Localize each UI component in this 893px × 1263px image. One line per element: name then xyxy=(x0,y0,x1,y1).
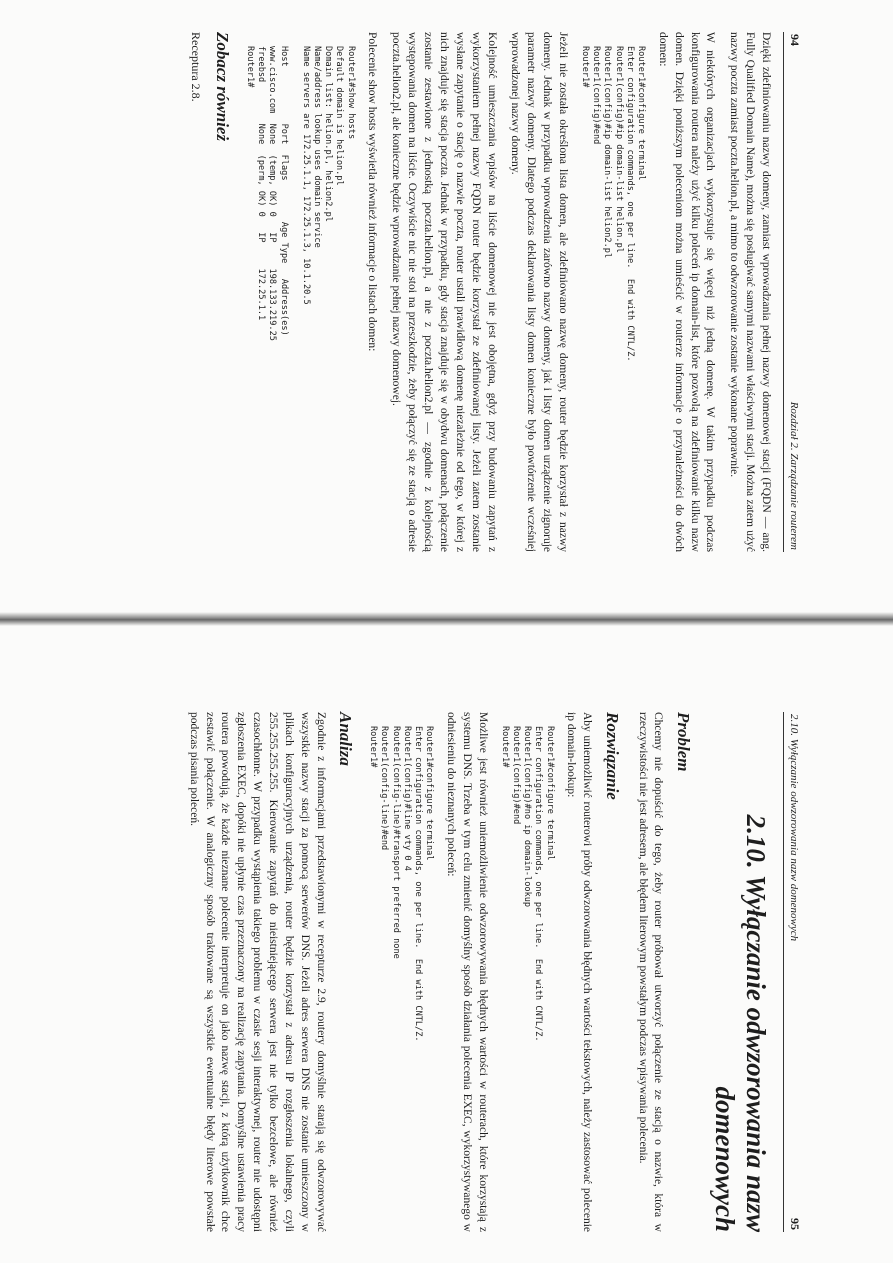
code-block: Router1#configure terminal Enter configuration commands, one per line. End with CNTL/Z. Router1(config)#line vty 0 4 Router1(config-line)#transport preferred none Router1(config-line)#end Router1# xyxy=(368,726,435,1042)
page-95 xyxy=(78,692,808,1252)
code-block: Router1#configure terminal Enter configuration commands, one per line. End with CNTL/Z. Router1(config)#ip domain-list helion.pl Router1(config)#ip domain-list helion2.pl Router1(config)#end Router1# xyxy=(580,46,646,362)
see-also-text: Receptura 2.8. xyxy=(189,32,204,102)
page-number: 94 xyxy=(788,34,802,46)
paragraph: Jeżeli nie została określona lista domen, ale zdefiniowano nazwę domeny, router będzie korzystał z nazwy domeny. Jednak w przypadku wprowadzenia zarówno nazwy domeny, jak i listy domen urządzenie zignoruje parametr nazwy domeny. Dlatego podczas deklarowania listy domen konieczne było powtórzenie wcześniej wprowadzonej nazwy domeny. xyxy=(509,32,569,552)
section-heading: Zobacz również xyxy=(212,32,232,142)
paragraph: Polecenie show hosts wyświetla również informacje o listach domen: xyxy=(366,32,379,352)
chapter-title: 2.10. Wyłączanie odwzorowania nazw domenowych xyxy=(709,814,771,1232)
paragraph: W niektórych organizacjach wykorzystuje się więcej niż jedną domenę. W takim przypadku podczas konfigurowania routera należy użyć kilku poleceń ip domain-list, które pozwolą na zdefiniowanie kilku nazw domen. Dzięki poniższym poleceniom można umieścić w routerze informacje o przynależności do dwóch domen: xyxy=(656,32,717,552)
paragraph: Chcemy nie dopuścić do tego, żeby router próbował utworzyć połączenie ze stacją o nazwie, która w rzeczywistości nie jest adresem, ale błędem literowym powstałym podczas wpisywania polecenia. xyxy=(636,712,665,1232)
page-body xyxy=(188,32,773,552)
running-header-title: Rozdział 2. Zarządzanie routerem xyxy=(788,401,800,550)
section-heading: Analiza xyxy=(336,712,356,766)
page-binding-shadow xyxy=(0,612,893,626)
code-block: Router1#configure terminal Enter configuration commands, one per line. End with CNTL/Z. Router1(config)#no ip domain-lookup Router1(config)#end Router1# xyxy=(499,726,555,1042)
paragraph: Kolejność umieszczania wpisów na liście domenowej nie jest obojętna, gdyż przy budowaniu zapytań z wykorzystaniem pełnej nazwy FQDN router będzie korzystał ze zdefiniowanej listy. Jeżeli zatem zostanie wysłane zapytanie o stację o nazwie poczta, router ustali prawidłową domenę niezależnie od tego, w której z nich znajduje się stacja poczta. Jednak w przypadku, gdy stacja znajduje się w obydwu domenach, połączenie zostanie zestawione z jednostką poczta.helion.pl, a nie z poczta.helion2.pl — zgodnie z kolejnością występowania domen na liście. Oczywiście nic nie stoi na przeszkodzie, żeby połączyć się ze stacją o adresie poczta.helion2.pl, ale konieczne będzie wprowadzanie pełnej nazwy domenowej. xyxy=(390,32,498,552)
paragraph: Aby uniemożliwić routerowi próby odwzorowania błędnych wartości tekstowych, należy zastosować polecenie ip domain-lookup: xyxy=(565,712,594,1232)
running-header xyxy=(783,712,802,1232)
page-94 xyxy=(78,12,808,572)
page-body xyxy=(185,712,771,1232)
section-heading: Rozwiązanie xyxy=(602,712,622,800)
code-block: Router1#show hosts Default domain is helion.pl Domain list: helion.pl, helion2.pl Name/address lookup uses domain service Name servers are 172.25.1.1, 172.25.1.3, 10.1.20.5 Host Port Flags Age Type Address(es) www.cisco.com None (temp, OK) 0 IP 198.133.219.25 freebsd None (perm, OK) 0 IP 172.25.1.1 Router1# xyxy=(245,46,356,341)
running-header-title: 2.10. Wyłączanie odwzorowania nazw domenowych xyxy=(788,714,800,942)
page-number: 95 xyxy=(788,1218,802,1230)
running-header xyxy=(783,32,802,552)
paragraph: Zgodnie z informacjami przedstawionymi w recepturze 2.9, routery domyślnie starają się odwzorowywać wszystkie nazwy stacji za pomocą serwerów DNS. Jeżeli adres serwera DNS nie zostanie umieszczony w plikach konfiguracyjnych urządzenia, router będzie korzystał z adresu IP rozgłoszenia lokalnego, czyli 255.255.255.255. Kierowanie zapytań do nieistniejącego serwera jest nie tylko bezcelowe, ale również czasochłonne. W przypadku wystąpienia takiego problemu w czasie sesji interaktywnej, router nie udostępni zgłoszenia EXEC, dopóki nie upłynie czas przeznaczony na realizację zapytania. Domyślne ustawienia pracy routera powodują, że każde nieznane polecenie interpretuje on jako nazwę stacji, z którą użytkownik chce zestawić połączenie. W analogiczny sposób traktowane są wszystkie ewentualne błędy literowe powstałe podczas pisania poleceń. xyxy=(187,712,327,1232)
paragraph: Dzięki zdefiniowaniu nazwy domeny, zamiast wprowadzania pełnej nazwy domenowej stacji (FQDN — ang. Fully Qualified Domain Name), można się posługiwać samymi nazwami właściwymi stacji. Można zatem użyć nazwy poczta zamiast poczta.helion.pl, a mimo to odwzorowanie zostanie wykonane poprawnie. xyxy=(728,32,772,552)
section-heading: Problem xyxy=(673,712,693,772)
paragraph: Możliwe jest również uniemożliwienie odwzorowywania błędnych wartości w routerach, które korzystają z systemu DNS. Trzeba w tym celu zmienić domyślny sposób działania polecenia EXEC, wykorzystywanego w odniesieniu do nieznanych poleceń: xyxy=(444,712,489,1232)
